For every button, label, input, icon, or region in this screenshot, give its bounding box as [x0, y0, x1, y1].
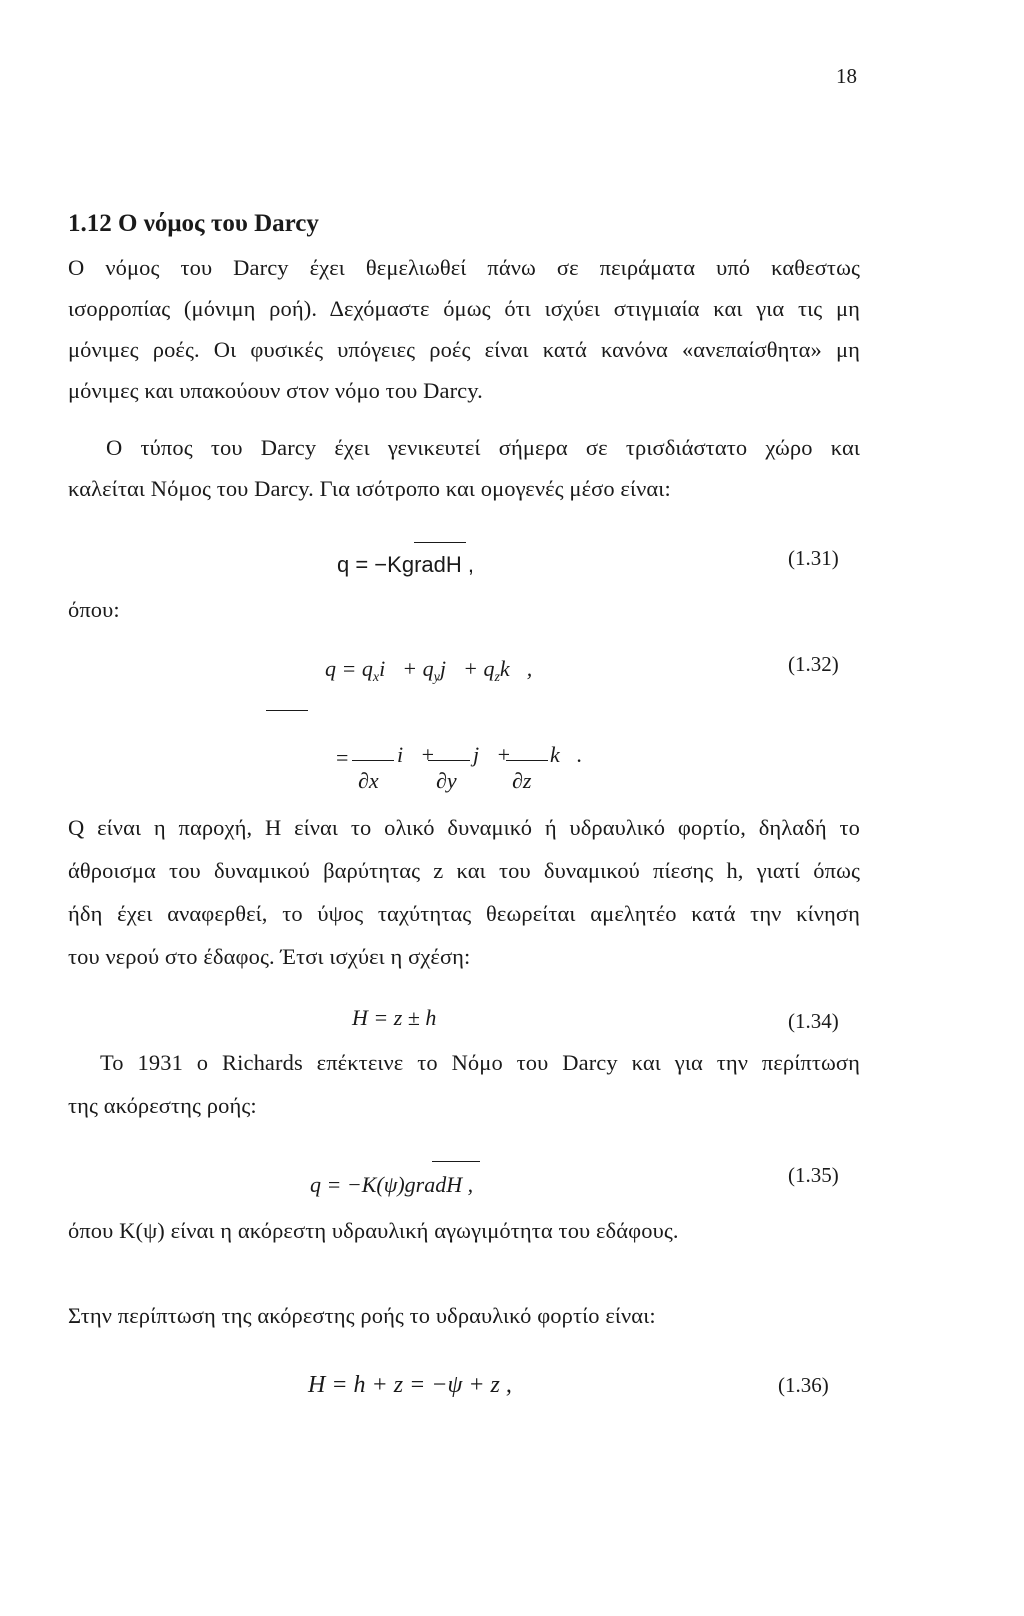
equation-number-1-36: (1.36): [778, 1373, 829, 1397]
paragraph-line: άθροισμα του δυναμικού βαρύτητας z και του δυναμικού πίεσης h, γιατί όπως: [68, 858, 860, 883]
fraction-bar: [428, 760, 470, 761]
unit-vector-i: i⃗+: [397, 742, 436, 767]
where-label: όπου:: [68, 597, 120, 622]
paragraph-line: ήδη έχει αναφερθεί, το ύψος ταχύτητας θεωρείται αμελητέο κατά την κίνηση: [68, 901, 860, 926]
paragraph-line: ισορροπίας (μόνιμη ροή). Δεχόμαστε όμως ότι ισχύει στιγμιαία και για τις μη: [68, 296, 860, 321]
gradient-overline: [432, 1161, 480, 1162]
paragraph-line: μόνιμες και υπακούουν στον νόμο του Darcy.: [68, 378, 483, 403]
unit-vector-k: k⃗.: [550, 742, 583, 767]
equation-1-34: H = z ± h: [352, 1005, 437, 1030]
paragraph-line: καλείται Νόμος του Darcy. Για ισότροπο και ομογενές μέσο είναι:: [68, 476, 671, 501]
page-number: 18: [836, 64, 857, 88]
equation-number-1-34: (1.34): [788, 1009, 839, 1033]
partial-y: ∂y: [436, 768, 457, 793]
paragraph-line: Q είναι η παροχή, Η είναι το ολικό δυναμικό ή υδραυλικό φορτίο, δηλαδή το: [68, 815, 860, 840]
paragraph-line: Στην περίπτωση της ακόρεστης ροής το υδραυλικό φορτίο είναι:: [68, 1303, 656, 1328]
equation-number-1-31: (1.31): [788, 546, 839, 570]
partial-z: ∂z: [512, 768, 532, 793]
equation-number-1-35: (1.35): [788, 1163, 839, 1187]
paragraph-line: της ακόρεστης ροής:: [68, 1093, 257, 1118]
equation-1-32: $q = q_xi⃗+$ $q_yj⃗+$ $q_zk⃗$,: [325, 656, 533, 685]
partial-x: ∂x: [358, 768, 379, 793]
paragraph-line: Ο νόμος του Darcy έχει θεμελιωθεί πάνω σε πειράματα υπό καθεστως: [68, 255, 860, 280]
equals-sign: =: [336, 745, 349, 770]
fraction-bar: [266, 710, 308, 711]
paragraph-line: μόνιμες ροές. Οι φυσικές υπόγειες ροές είναι κατά κανόνα «ανεπαίσθητα» μη: [68, 337, 860, 362]
paragraph-line: του νερού στο έδαφος. Έτσι ισχύει η σχέση:: [68, 944, 471, 969]
unit-vector-j: j⃗+: [473, 742, 512, 767]
paragraph-line: Ο τύπος του Darcy έχει γενικευτεί σήμερα σε τρισδιάστατο χώρο και: [106, 435, 860, 460]
paragraph-line: Το 1931 ο Richards επέκτεινε το Νόμο του Darcy και για την περίπτωση: [100, 1050, 860, 1075]
equation-1-31: q = −KgradH ,: [337, 552, 474, 577]
equation-1-36: H = h + z = −ψ + z ,: [308, 1372, 512, 1398]
fraction-bar: [352, 760, 394, 761]
gradient-overline: [414, 542, 466, 543]
fraction-bar: [506, 760, 548, 761]
paragraph-line: όπου K(ψ) είναι η ακόρεστη υδραυλική αγωγιμότητα του εδάφους.: [68, 1218, 679, 1243]
equation-1-35: q = −K(ψ)gradH ,: [310, 1172, 474, 1197]
equation-number-1-32: (1.32): [788, 652, 839, 676]
section-heading: 1.12 Ο νόμος του Darcy: [68, 210, 319, 237]
